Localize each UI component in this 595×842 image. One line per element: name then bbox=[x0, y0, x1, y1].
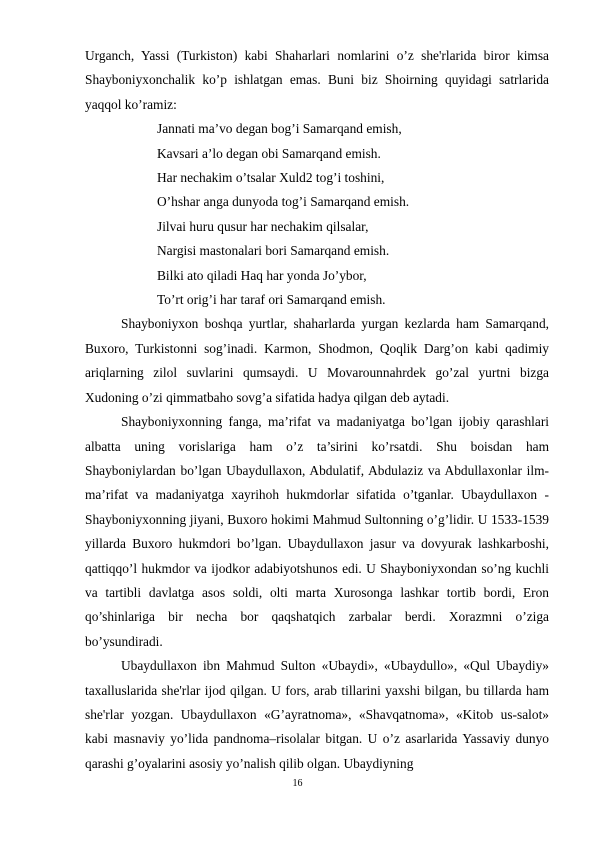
paragraph-body: Shayboniyxon boshqa yurtlar, shaharlarda yurgan kezlarda ham Samarqand, Buxoro, Turkistonni sog’inadi. Karmon, Shodmon, Qoqlik Darg’on kabi qadimiy ariqlarning zilol suvlarini qumsaydi. U Movarounnahrdek go’zal yurtni bizga Xudoning o’zi qimmatbaho sovg’a sifatida hadya qilgan deb aytadi. bbox=[85, 316, 549, 405]
document-text bbox=[85, 44, 549, 776]
paragraph-body: Ubaydullaxon ibn Mahmud Sulton «Ubaydi», «Ubaydullo», «Qul Ubaydiy» taxalluslarida she'rlar ijod qilgan. U fors, arab tillarini yaxshi bilgan, bu tillarda ham she'rlar yozgan. Ubaydullaxon «G’ayratnoma», «Shavqatnoma», «Kitob us-salot» kabi masnaviy yo’lida pandnoma–risolalar bitgan. U o’z asarlarida Yassaviy dunyo qarashi g’oyalarini asosiy yo’nalish qilib olgan. Ubaydiyning bbox=[85, 658, 549, 771]
verse-line: Bilki ato qiladi Haq har yonda Jo’ybor, bbox=[157, 267, 367, 283]
verse-line: Jannati ma’vo degan bog’i Samarqand emish, bbox=[157, 121, 402, 137]
verse-line: Nargisi mastonalari bori Samarqand emish. bbox=[157, 243, 390, 259]
verse-line: To’rt orig’i har taraf ori Samarqand emish. bbox=[157, 292, 386, 308]
verse-line: Kavsari a’lo degan obi Samarqand emish. bbox=[157, 145, 381, 161]
paragraph-intro: Urganch, Yassi (Turkiston) kabi Shaharlari nomlarini o’z she'rlarida biror kimsa Shayboniyxonchalik ko’p ishlatgan emas. Buni biz Shoirning quyidagi satrlarida yaqqol ko’ramiz: bbox=[85, 48, 549, 112]
verse-line: Jilvai huru qusur har nechakim qilsalar, bbox=[157, 218, 369, 234]
paragraph-body: Shayboniyxonning fanga, ma’rifat va madaniyatga bo’lgan ijobiy qarashlari albatta uning vorislariga ham o’z ta’sirini ko’rsatdi. Shu boisdan ham Shayboniylardan bo’lgan Ubaydullaxon, Abdulatif, Abdulaziz va Abdullaxonlar ilm-ma’rifat va madaniyatga xayrihoh hukmdorlar sifatida o’tganlar. Ubaydullaxon -Shayboniyxonning jiyani, Buxoro hokimi Mahmud Sultonning o’g’lidir. U 1533-1539 yillarda Buxoro hukmdori bo’lgan. Ubaydullaxon jasur va dovyurak lashkarboshi, qattiqqo’l hukmdor va ijodkor adabiyotshunos edi. U Shayboniyxondan so’ng kuchli va tartibli davlatga asos soldi, olti marta Xurosonga lashkar tortib bordi, Eron qo’shinlariga bir necha bor qaqshatqich zarbalar berdi. Xorazmni o’ziga bo’ysundiradi. bbox=[85, 414, 549, 649]
verse-line: O’hshar anga dunyoda tog’i Samarqand emish. bbox=[157, 194, 410, 210]
verse-line: Har nechakim o’tsalar Xuld2 tog’i toshini, bbox=[157, 170, 385, 186]
page-number: 16 bbox=[292, 778, 303, 789]
